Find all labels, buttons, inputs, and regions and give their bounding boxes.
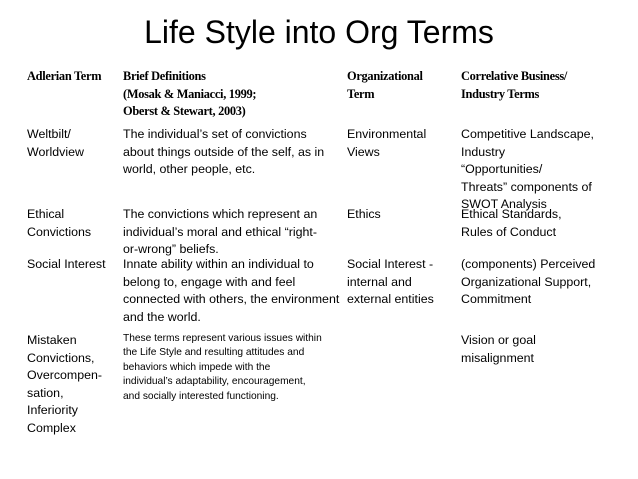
business-term-cell: Vision or goal misalignment [461,333,536,365]
table-row [27,332,631,435]
organizational-term-cell: Ethics [347,207,381,221]
table-row [27,206,631,256]
header-organizational-term: Organizational Term [347,69,423,101]
header-brief-definitions: Brief Definitions (Mosak & Maniacci, 1999; Oberst & Stewart, 2003) [123,69,257,118]
definition-cell: These terms represent various issues within the Life Style and resulting attitudes and behaviors which impede with the individual’s adaptability, encouragement, and socially interested functioning. [123,333,322,402]
definition-cell: The individual’s set of convictions about things outside of the self, as in world, other people, etc. [123,127,325,176]
table-row [27,126,631,211]
adlerian-term-cell: Weltbilt/ Worldview [27,127,84,159]
organizational-term-cell: Environmental Views [347,127,427,159]
table-header-row [27,68,631,126]
definition-cell: The convictions which represent an individual’s moral and ethical “right- or-wrong” beliefs. [123,207,318,256]
business-term-cell: (components) Perceived Organizational Support, Commitment [461,257,596,306]
organizational-term-cell: Social Interest - internal and external entities [347,257,434,306]
business-term-cell: Competitive Landscape, Industry “Opportunities/ Threats” components of SWOT Analysis [461,127,594,211]
adlerian-term-cell: Mistaken Convictions, Overcompen- sation, Inferiority Complex [27,333,103,435]
business-term-cell: Ethical Standards, Rules of Conduct [461,207,562,239]
table-row [27,256,631,332]
header-adlerian-term: Adlerian Term [27,69,102,83]
organizational-term-cell [347,332,461,432]
definition-cell: Innate ability within an individual to belong to, engage with and feel connected with others, the environment and the world. [123,257,340,324]
slide-title: Life Style into Org Terms [144,14,494,50]
header-business-industry-terms: Correlative Business/ Industry Terms [461,69,568,101]
adlerian-term-cell: Ethical Convictions [27,207,92,239]
adlerian-term-cell: Social Interest [27,257,106,271]
life-style-table [27,68,631,435]
